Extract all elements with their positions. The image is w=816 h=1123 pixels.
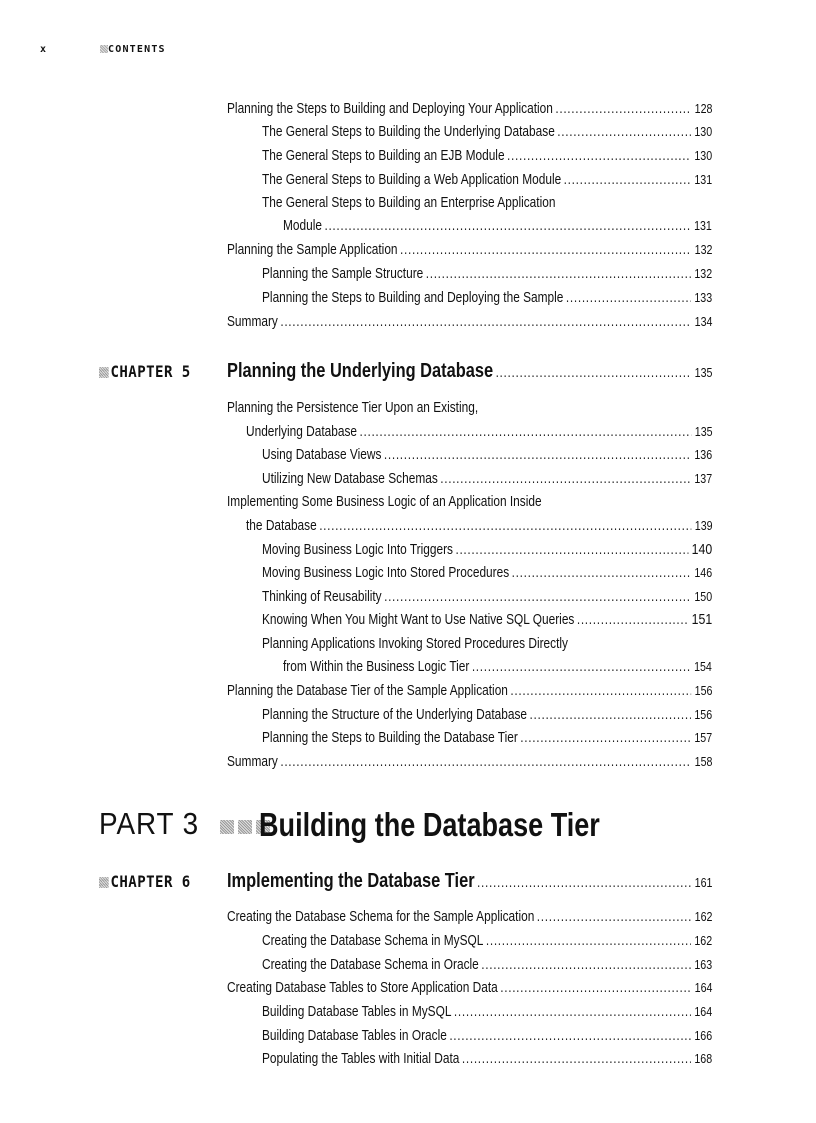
part-square-icon	[238, 820, 252, 834]
toc-entry[interactable]: Creating the Database Schema in MySQL . . . 162	[262, 931, 712, 951]
chapter-title-entry[interactable]: Implementing the Database Tier . . . 161	[227, 868, 712, 894]
toc-entry[interactable]: Planning the Structure of the Underlying Database . . . 156	[262, 705, 712, 725]
toc-entry[interactable]: Knowing When You Might Want to Use Native SQL Queries . . . 151	[262, 610, 712, 630]
toc-entry[interactable]: Using Database Views . . . 136	[262, 445, 712, 465]
toc-entry[interactable]: Utilizing New Database Schemas . . . 137	[262, 469, 712, 489]
toc-entry[interactable]: Building Database Tables in Oracle . . . 166	[262, 1026, 712, 1046]
toc-entry[interactable]: Creating Database Tables to Store Application Data . . . 164	[227, 978, 712, 998]
toc-entry-title[interactable]: Implementing Some Business Logic of an Application Inside	[227, 494, 542, 510]
page-number: x	[40, 44, 48, 55]
header-square-icon	[100, 45, 108, 53]
chapter-label: CHAPTER 6	[99, 872, 191, 891]
toc-entry[interactable]: The General Steps to Building an EJB Module . . . 130	[262, 146, 712, 166]
toc-entry[interactable]: Creating the Database Schema in Oracle . . . 163	[262, 955, 712, 975]
toc-entry[interactable]: Module . . . 131	[283, 216, 712, 236]
toc-entry[interactable]: Underlying Database . . . 135	[246, 422, 713, 442]
toc-entry[interactable]: Moving Business Logic Into Stored Procedures . . . 146	[262, 563, 712, 583]
chapter-square-icon	[99, 877, 109, 888]
page-header	[40, 44, 780, 60]
toc-entry[interactable]: Summary . . . 134	[227, 312, 712, 332]
toc-entry[interactable]: Planning the Steps to Building the Database Tier . . . 157	[262, 728, 712, 748]
toc-entry[interactable]: Planning the Database Tier of the Sample Application . . . 156	[227, 681, 712, 701]
toc-entry-title[interactable]: Planning the Persistence Tier Upon an Existing,	[227, 400, 479, 416]
part-heading	[99, 806, 600, 850]
toc-entry[interactable]: Planning the Sample Application . . . 132	[227, 240, 712, 260]
chapter-label: CHAPTER 5	[99, 362, 191, 381]
running-title: CONTENTS	[108, 44, 166, 55]
toc-entry[interactable]: The General Steps to Building the Underlying Database . . . 130	[262, 122, 712, 142]
toc-entry[interactable]: the Database . . . 139	[246, 516, 713, 536]
chapter-title-entry[interactable]: Planning the Underlying Database . . . 135	[227, 358, 712, 384]
toc-entry-title[interactable]: Planning Applications Invoking Stored Procedures Directly	[262, 636, 569, 652]
toc-entry[interactable]: Summary . . . 158	[227, 752, 712, 772]
toc-entry[interactable]: Creating the Database Schema for the Sample Application . . . 162	[227, 907, 712, 927]
toc-entry[interactable]: Planning the Steps to Building and Deploying the Sample . . . 133	[262, 288, 712, 308]
part-square-icon	[220, 820, 234, 834]
toc-entry-title[interactable]: The General Steps to Building an Enterprise Application	[262, 195, 556, 211]
toc-entry[interactable]: The General Steps to Building a Web Application Module . . . 131	[262, 170, 712, 190]
part-title: Building the Database Tier	[259, 806, 600, 843]
toc-entry[interactable]: Building Database Tables in MySQL . . . 164	[262, 1002, 712, 1022]
toc-entry[interactable]: Populating the Tables with Initial Data . . . 168	[262, 1049, 712, 1069]
chapter-square-icon	[99, 367, 109, 378]
toc-entry[interactable]: Planning the Sample Structure . . . 132	[262, 264, 712, 284]
toc-entry[interactable]: from Within the Business Logic Tier . . . 154	[283, 657, 712, 677]
toc-entry[interactable]: Moving Business Logic Into Triggers . . . 140	[262, 540, 712, 560]
toc-entry[interactable]: Thinking of Reusability . . . 150	[262, 587, 712, 607]
toc-entry[interactable]: Planning the Steps to Building and Deploying Your Application . . . 128	[227, 99, 712, 119]
part-label: PART 3	[99, 806, 199, 841]
